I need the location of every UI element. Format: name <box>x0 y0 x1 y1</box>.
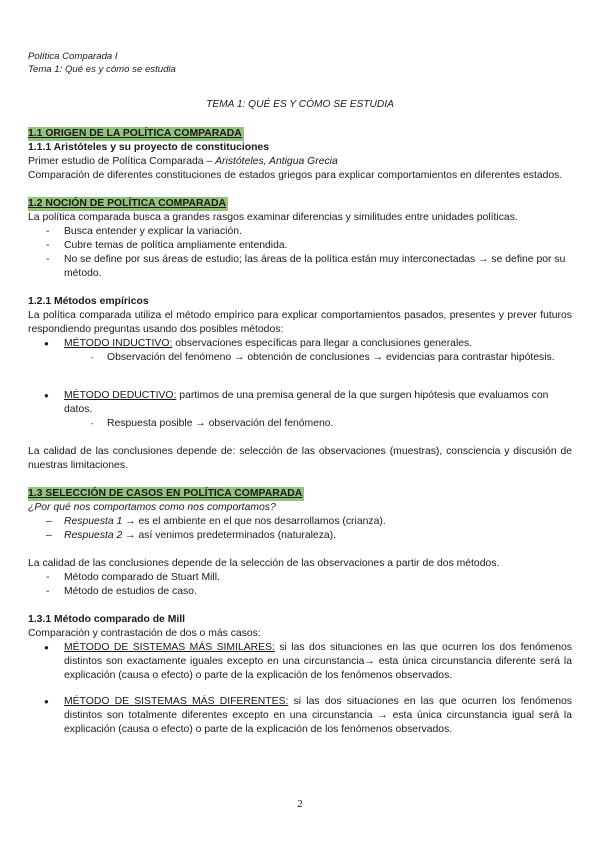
list-item-different-systems: ● MÉTODO DE SISTEMAS MÁS DIFERENTES: si las dos situaciones en las que ocurren los fenómenos distintos son totalmente diferentes excepto en una circunstancia → esta única circunstancia igual será la explicación (causa o efecto) o parte de la explicación de los fenómenos observados. <box>64 695 572 737</box>
paragraph-notion: La política comparada busca a grandes rasgos examinar diferencias y similitudes entre unidades políticas. <box>28 212 518 223</box>
list-item-inductive: ● MÉTODO INDUCTIVO: observaciones específicas para llegar a conclusiones generales. - Observación del fenómeno → obtención de conclusiones → evidencias para contrastar hipótesis. <box>64 337 572 365</box>
subsection-heading-1-1-1: 1.1.1 Aristóteles y su proyecto de constituciones <box>28 142 269 153</box>
paragraph-quality: La calidad de las conclusiones depende de: selección de las observaciones (muestras), consciencia y discusión de nuestras limitaciones. <box>28 446 572 471</box>
paragraph-first-study: Primer estudio de Política Comparada – Aristóteles, Antigua Grecia <box>28 156 338 167</box>
section-heading-1-2: 1.2 NOCIÓN DE POLÍTICA COMPARADA <box>28 198 227 209</box>
section-heading-1-1: 1.1 ORIGEN DE LA POLÍTICA COMPARADA <box>28 128 242 139</box>
section-heading-1-3: 1.3 SELECCIÓN DE CASOS EN POLÍTICA COMPARADA <box>28 488 303 499</box>
page-number: 2 <box>297 798 303 810</box>
methods-list <box>28 337 572 431</box>
list-item-similar-systems: ● MÉTODO DE SISTEMAS MÁS SIMILARES: si las dos situaciones en las que ocurren los dos fenómenos distintos son exactamente iguales excepto en una circunstancia→ esta única circunstancia diferente será la explicación (causa o efecto) o parte de la explicación de los fenómenos observados. <box>64 641 572 683</box>
list-item: - Respuesta posible → observación del fenómeno. <box>107 417 572 431</box>
list-item-answer-2: – Respuesta 2 → así venimos predeterminados (naturaleza). <box>64 529 572 543</box>
header-topic: Tema 1: Qué es y cómo se estudia <box>28 64 176 75</box>
list-item: - Cubre temas de política ampliamente entendida. <box>64 239 572 253</box>
subsection-heading-1-2-1: 1.2.1 Métodos empíricos <box>28 296 149 307</box>
document-page <box>28 50 572 737</box>
mill-methods-list <box>28 641 572 737</box>
page-title: TEMA 1: QUÉ ES Y CÓMO SE ESTUDIA <box>206 99 394 110</box>
paragraph-empirical: La política comparada utiliza el método empírico para explicar comportamientos pasados, presentes y prever futuros respondiendo preguntas usando dos posibles métodos: <box>28 310 572 335</box>
paragraph-mill: Comparación y contrastación de dos o más casos: <box>28 628 261 639</box>
selection-methods-list <box>28 571 572 599</box>
list-item: - Método comparado de Stuart Mill. <box>64 571 572 585</box>
notion-list <box>28 225 572 281</box>
list-item-answer-1: – Respuesta 1 → es el ambiente en el que nos desarrollamos (crianza). <box>64 515 572 529</box>
answers-list <box>28 515 572 543</box>
list-item: - No se define por sus áreas de estudio; las áreas de la política están muy interconectadas → se define por su método. <box>64 253 572 281</box>
list-item: - Observación del fenómeno → obtención de conclusiones → evidencias para contrastar hipótesis. <box>107 351 572 365</box>
list-item: - Busca entender y explicar la variación. <box>64 225 572 239</box>
paragraph-selection: La calidad de las conclusiones depende de la selección de las observaciones a partir de dos métodos. <box>28 558 500 569</box>
list-item: - Método de estudios de caso. <box>64 585 572 599</box>
subsection-heading-1-3-1: 1.3.1 Método comparado de Mill <box>28 614 186 625</box>
header-course: Política Comparada I <box>28 51 118 62</box>
paragraph-comparison: Comparación de diferentes constituciones de estados griegos para explicar comportamientos en diferentes estados. <box>28 170 563 181</box>
question-text: ¿Por qué nos comportamos como nos comportamos? <box>28 502 276 513</box>
list-item-deductive: ● MÉTODO DEDUCTIVO: partimos de una premisa general de la que surgen hipótesis que evaluamos con datos. - Respuesta posible → observación del fenómeno. <box>64 389 572 431</box>
